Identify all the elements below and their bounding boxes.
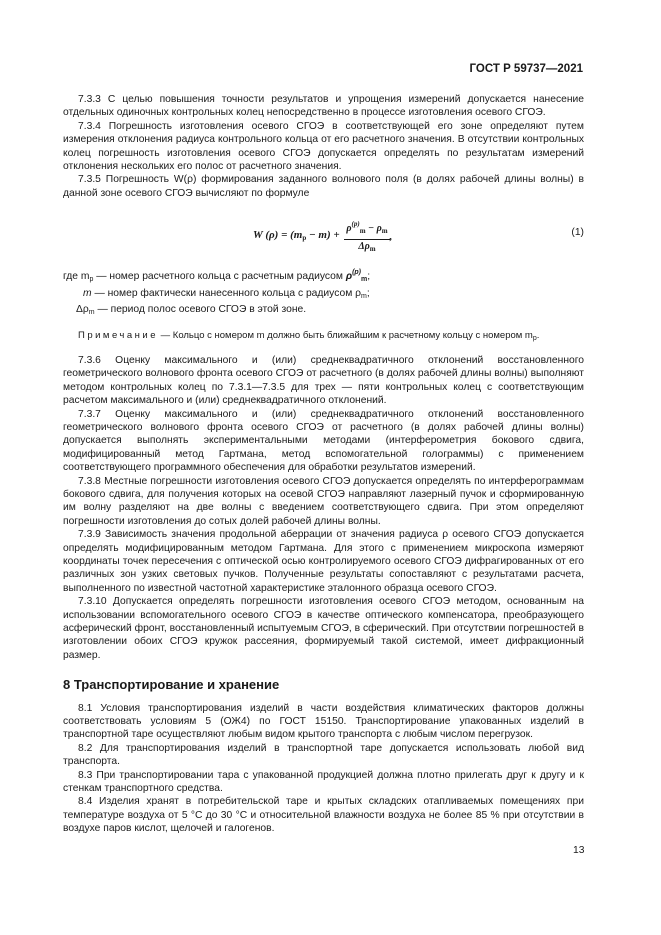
paragraph-7-3-5: 7.3.5 Погрешность W(ρ) формирования заданного волнового поля (в долях рабочей длины волны) в данной зоне осевого СГОЭ вычисляют по формуле (63, 174, 584, 199)
formula-denominator: $\Delta\rho_m$ (358, 240, 376, 253)
definition-m: m — номер фактически нанесенного кольца с радиусом $\rho_m$; (83, 287, 370, 300)
definition-mp: где $m_p$ — номер расчетного кольца с расчетным радиусом $\rho^{(p)}_m$; (63, 269, 371, 284)
paragraph-7-3-10: 7.3.10 Допускается определять погрешности изготовления осевого СГОЭ методом, основанным на использовании вспомогательного осевого СГОЭ в качестве оптического компенсатора, преобразующего асферический фронт, восстановленный испытуемым СГОЭ, в сферический. При отсутствии погрешностей в изготовлении обоих СГОЭ кружок рассеяния, формируемый такой системой, имеет дифракционный размер. (63, 596, 584, 661)
document-header: ГОСТ Р 59737—2021 (469, 63, 583, 75)
formula-lhs: W $(\rho) = (m_p - m)$ + (253, 228, 340, 242)
formula-row (63, 212, 584, 262)
paragraph-7-3-8: 7.3.8 Местные погрешности изготовления осевого СГОЭ допускается определять по интерферограммам бокового сдвига, для получения которых на осевой СГОЭ направляют лазерный пучок и сформированную им волну разделяют на две волны с введением соответствующего сдвига. При этом определяют погрешности изготовления до сотых долей рабочей длины волны. (63, 475, 584, 527)
paragraph-7-3-9: 7.3.9 Зависимость значения продольной аберрации от значения радиуса ρ осевого СГОЭ допускается определять модифицированным методом Гартмана. Для этого с применением микроскопа измеряют координаты точек пересечения с оптической осью контролируемого осевого СГОЭ дифрагированных от его различных зон узких световых пучков. Полученные результаты сопоставляют с результатами расчета, выполненного по известной частотной характеристике эталонного образца осевого СГОЭ. (63, 529, 584, 594)
paragraph-8-3: 8.3 При транспортировании тара с упакованной продукцией должна плотно прилегать друг к другу и к стенкам транспортного средства. (63, 769, 584, 795)
definitions (63, 266, 584, 319)
formula: W $(\rho) = (m_p - m)$ + $\frac{\rho^{(p)}_m - \rho_m}{\Delta\rho_m}$ , (253, 218, 392, 256)
definition-delta-rho: $\Delta\rho_m$ — период полос осевого СГОЭ в этой зоне. (76, 304, 307, 317)
paragraph-8-2: 8.2 Для транспортирования изделий в транспортной таре допускается использовать любой вид транспорта. (63, 742, 584, 768)
page-number: 13 (573, 845, 585, 856)
note-label: Примечание (78, 330, 158, 342)
paragraph-8-1: 8.1 Условия транспортирования изделий в части воздействия климатических факторов должны соответствовать условиям 5 (ОЖ4) по ГОСТ 15150. Транспортирование упакованных изделий в транспортной таре осуществляют любым видом крытого транспорта с любым числом перегрузок. (63, 702, 584, 741)
paragraph-7-3-6: 7.3.6 Оценку максимального и (или) среднеквадратичного отклонений восстановленного геометрического волнового фронта осевого СГОЭ от расчетного (в долях рабочей длины волны) выполняют методом контрольных колец по 7.3.1—7.3.5 для трех — пяти контрольных колец с соответствующим расчетом максимального и (или) среднеквадратичного отклонений. (63, 354, 584, 407)
note: Примечание — Кольцо с номером m должно быть ближайшим к расчетному кольцу с номером $m_p$. (78, 330, 540, 343)
paragraph-7-3-3: 7.3.3 С целью повышения точности результатов и упрощения измерений допускается нанесение отдельных одиночных контрольных колец непосредственно в процессе изготовления осевого СГОЭ. (63, 94, 584, 119)
formula-fraction (344, 218, 389, 256)
formula-numerator: $\rho^{(p)}_m - \rho_m$ (344, 218, 389, 239)
paragraph-7-3-4: 7.3.4 Погрешность изготовления осевого СГОЭ в соответствующей его зоне определяют путем измерения отклонения радиуса контрольного кольца от его расчетного значения. В отсутствии контрольных колец погрешность изготовления осевого СГОЭ допускается определять по результатам измерений отклонения нескольких его полос от расчетного значения. (63, 120, 584, 173)
paragraph-8-4: 8.4 Изделия хранят в потребительской таре и крытых складских отапливаемых помещениях при температуре воздуха от 5 °С до 30 °С и относительной влажности воздуха не более 85 % при отсутствии в воздухе паров кислот, щелочей и галогенов. (63, 796, 584, 835)
paragraph-7-3-7: 7.3.7 Оценку максимального и (или) среднеквадратичного отклонений восстановленного геометрического волнового фронта осевого СГОЭ от расчетного (в долях рабочей длины волны) допускается выполнять экспериментальными методами (интерферометрия бокового сдвига, модифицированный метод Гартмана, метод вспомогательной голограммы) с применением соответствующего программного обеспечения для обработки результатов измерений. (63, 408, 584, 474)
equation-number: (1) (571, 227, 584, 239)
page-content (63, 93, 584, 836)
section-title: 8 Транспортирование и хранение (63, 677, 280, 693)
